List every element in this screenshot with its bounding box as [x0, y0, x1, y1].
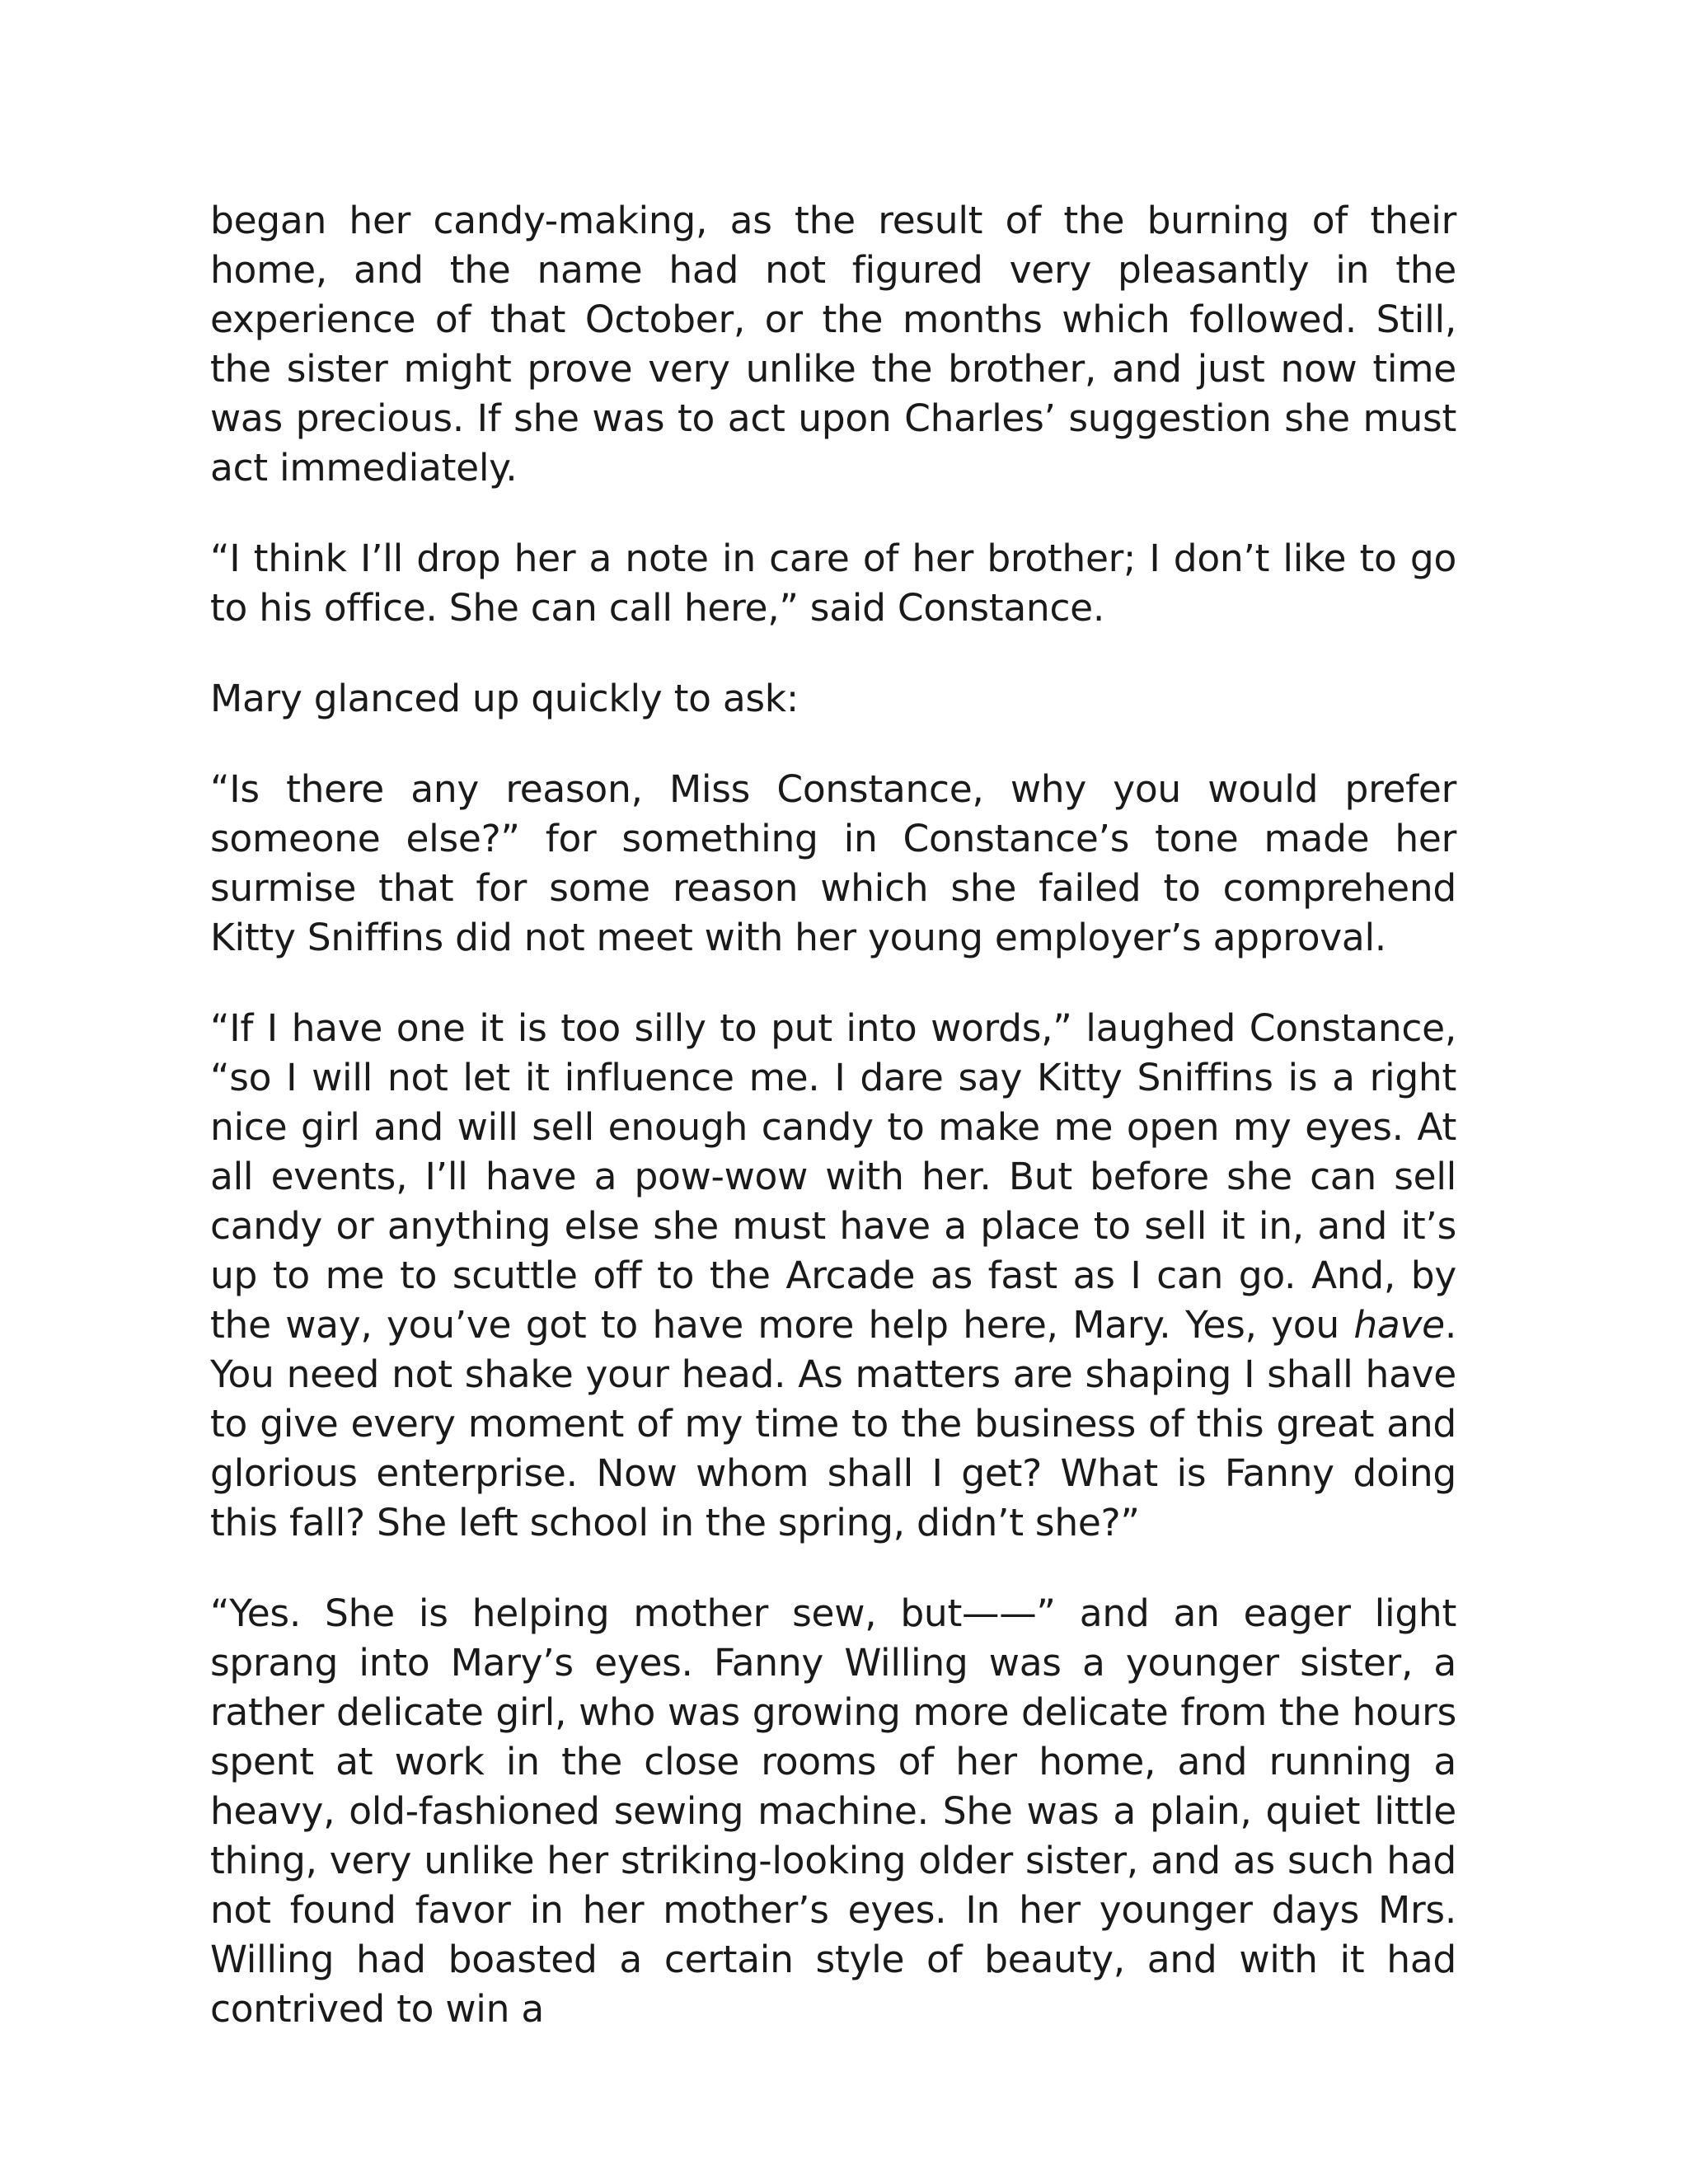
paragraph-5: [210, 1004, 1456, 1548]
paragraph-text: “Yes. She is helping mother sew, but——” and an eager light sprang into Mary’s eyes. Fanny Willing was a younger sister, a rather delicate girl, who was growing more delicate from the hours spent at work in the close rooms of her home, and running a heavy, old-fashioned sewing machine. She was a plain, quiet little thing, very unlike her striking-looking older sister, and as such had not found favor in her mother’s eyes. In her younger days Mrs. Willing had boasted a certain style of beauty, and with it had contrived to win a: [210, 1591, 1456, 2031]
paragraph-2: [210, 534, 1456, 633]
book-page: [210, 196, 1456, 2034]
emphasis-text: have: [1353, 1303, 1445, 1347]
paragraph-text: Mary glanced up quickly to ask:: [210, 677, 799, 720]
paragraph-4: [210, 765, 1456, 963]
paragraph-text: “If I have one it is too silly to put into words,” laughed Constance, “so I will not let it influence me. I dare say Kitty Sniffins is a right nice girl and will sell enough candy to make me open my eyes. At all events, I’ll have a pow-wow with her. But before she can sell candy or anything else she must have a place to sell it in, and it’s up to me to scuttle off to the Arcade as fast as I can go. And, by the way, you’ve got to have more help here, Mary. Yes, you: [210, 1006, 1456, 1347]
paragraph-6: [210, 1589, 1456, 2034]
paragraph-text: began her candy-making, as the result of the burning of their home, and the name had not figured very pleasantly in the experience of that October, or the months which followed. Still, the sister might prove very unlike the brother, and just now time was precious. If she was to act upon Charles’ suggestion she must act immediately.: [210, 199, 1456, 490]
paragraph-text: “Is there any reason, Miss Constance, why you would prefer someone else?” for something in Constance’s tone made her surmise that for some reason which she failed to comprehend Kitty Sniffins did not meet with her young employer’s approval.: [210, 767, 1456, 959]
paragraph-text: . You need not shake your head. As matters are shaping I shall have to give every moment of my time to the business of this great and glorious enterprise. Now whom shall I get? What is Fanny doing this fall? She left school in the spring, didn’t she?”: [210, 1303, 1456, 1544]
paragraph-text: “I think I’ll drop her a note in care of her brother; I don’t like to go to his office. She can call here,” said Constance.: [210, 537, 1456, 630]
paragraph-3: [210, 674, 1456, 724]
paragraph-1: [210, 196, 1456, 493]
